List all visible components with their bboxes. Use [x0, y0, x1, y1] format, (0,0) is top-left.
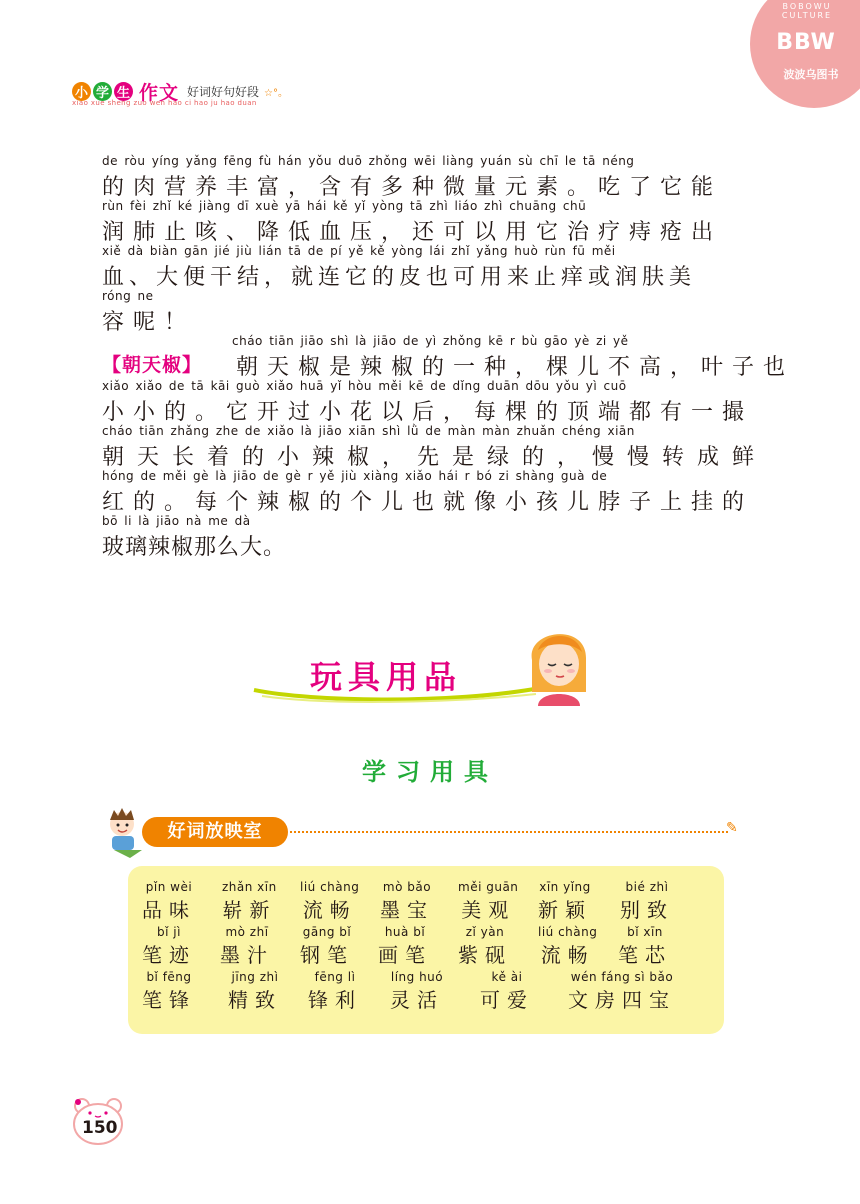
hanzi-line: 小小的。它开过小花以后，每棵的顶端都有一撮: [102, 400, 754, 425]
word-pinyin: pǐn wèi: [145, 880, 193, 894]
hanzi-line: 红的。每个辣椒的个儿也就像小孩儿脖子上挂的: [102, 490, 754, 515]
word-item: [228, 970, 282, 1013]
girl-illustration-icon: [524, 620, 594, 706]
word-item: [568, 970, 676, 1013]
word-item: [380, 880, 434, 923]
word-pinyin: xīn yǐng: [539, 880, 591, 894]
word-pinyin: bié zhì: [625, 880, 669, 894]
word-item: [142, 925, 196, 968]
word-pinyin: kě ài: [491, 970, 523, 984]
word-hanzi: 可爱: [480, 988, 534, 1012]
word-pinyin: wén fáng sì bǎo: [570, 970, 674, 984]
word-hanzi: 笔芯: [618, 943, 672, 967]
word-hanzi: 流畅: [540, 943, 595, 967]
word-item: [538, 880, 592, 923]
word-pinyin: mò zhī: [225, 925, 269, 939]
title-circle-char: 学: [93, 82, 112, 101]
good-words-banner: 好词放映室: [142, 817, 288, 847]
word-item: [480, 970, 534, 1013]
word-item: [142, 880, 196, 923]
word-item: [142, 970, 196, 1013]
header-title-sub: 好词好句好段: [187, 85, 260, 99]
word-hanzi: 笔锋: [142, 988, 196, 1012]
section-title: 玩具用品: [310, 658, 463, 696]
word-hanzi: 别致: [620, 898, 674, 922]
hanzi-line: 朝天长着的小辣椒，先是绿的，慢慢转成鲜: [102, 445, 768, 470]
title-circle-char: 生: [114, 82, 133, 101]
pinyin-line: xiǎo xiǎo de tā kāi guò xiǎo huā yǐ hòu měi kē de dǐng duān dōu yǒu yì cuō: [102, 379, 627, 393]
word-hanzi: 美观: [461, 898, 516, 922]
header-pinyin: xiao xue sheng zuo wen hao ci hao ju hao duan: [72, 99, 257, 107]
pinyin-line: bō li là jiāo nà me dà: [102, 514, 251, 528]
word-pinyin: měi guān: [458, 880, 519, 894]
word-pinyin: bǐ jì: [157, 925, 181, 939]
word-hanzi: 紫砚: [458, 943, 512, 967]
pinyin-line: hóng de měi gè là jiāo de gè r yě jiù xiàng xiǎo hái r bó zi shàng guà de: [102, 469, 608, 483]
section-subtitle: 学习用具: [362, 758, 498, 786]
title-circle-char: 小: [72, 82, 91, 101]
word-pinyin: fēng lì: [314, 970, 356, 984]
word-hanzi: 笔迹: [142, 943, 196, 967]
word-pinyin: gāng bǐ: [302, 925, 352, 939]
header-title-main: 作文: [139, 82, 180, 104]
word-hanzi: 锋利: [308, 988, 362, 1012]
word-pinyin: liú chàng: [300, 880, 360, 894]
word-pinyin: bǐ xīn: [627, 925, 663, 939]
logo-brand-text: BBW: [776, 30, 836, 55]
word-item: [458, 880, 518, 923]
word-hanzi: 文房四宝: [568, 988, 676, 1012]
word-hanzi: 流畅: [302, 898, 357, 922]
word-item: [378, 925, 432, 968]
pinyin-line: rùn fèi zhǐ ké jiàng dī xuè yā hái kě yǐ yòng tā zhì liáo zhì chuāng chū: [102, 199, 587, 213]
word-item: [458, 925, 512, 968]
star-decoration-icon: ☆°。: [264, 88, 288, 99]
word-pinyin: bǐ fēng: [146, 970, 192, 984]
hanzi-line: 润肺止咳、降低血压，还可以用它治疗痔疮出: [102, 220, 723, 245]
word-item: [300, 880, 359, 923]
logo-bottom-text: 波波乌图书: [783, 68, 839, 81]
word-pinyin: liú chàng: [538, 925, 598, 939]
dotted-divider: [290, 831, 728, 833]
word-hanzi: 精致: [228, 988, 282, 1012]
word-item: [538, 925, 597, 968]
word-hanzi: 墨汁: [220, 943, 274, 967]
word-item: [222, 880, 277, 923]
page-number: 150: [82, 1118, 118, 1138]
hanzi-line: 容呢！: [102, 310, 196, 335]
word-hanzi: 品味: [142, 898, 196, 922]
word-pinyin: zhǎn xīn: [222, 880, 277, 894]
word-pinyin: jīng zhì: [231, 970, 279, 984]
hanzi-line: 朝天椒是辣椒的一种，棵儿不高，叶子也: [236, 355, 795, 380]
publisher-logo: [750, 0, 860, 108]
word-item: [308, 970, 362, 1013]
pinyin-line: xiě dà biàn gān jié jiù lián tā de pí yě kě yòng lái zhǐ yǎng huò rùn fū měi: [102, 244, 616, 258]
word-hanzi: 画笔: [378, 943, 432, 967]
hanzi-line: 的肉营养丰富，含有多种微量元素。吃了它能: [102, 175, 723, 200]
pinyin-line: cháo tiān zhǎng zhe de xiǎo là jiāo xiān shì lǜ de màn màn zhuǎn chéng xiān: [102, 424, 635, 438]
pinyin-line: cháo tiān jiāo shì là jiāo de yì zhǒng kē r bù gāo yè zi yě: [232, 334, 629, 348]
word-hanzi: 新颖: [538, 898, 592, 922]
word-hanzi: 墨宝: [380, 898, 434, 922]
word-hanzi: 钢笔: [300, 943, 354, 967]
word-item: [618, 925, 672, 968]
word-hanzi: 灵活: [390, 988, 444, 1012]
pinyin-line: róng ne: [102, 289, 154, 303]
word-item: [300, 925, 354, 968]
term-label: 【朝天椒】: [102, 354, 203, 376]
word-pinyin: huà bǐ: [384, 925, 426, 939]
hanzi-line: 血、大便干结，就连它的皮也可用来止痒或润肤美: [102, 265, 697, 290]
word-pinyin: líng huó: [390, 970, 444, 984]
word-item: [620, 880, 674, 923]
good-words-box: [128, 866, 724, 1034]
word-item: [390, 970, 444, 1013]
word-hanzi: 崭新: [222, 898, 277, 922]
word-pinyin: mò bǎo: [382, 880, 432, 894]
word-pinyin: zǐ yàn: [465, 925, 505, 939]
pinyin-line: de ròu yíng yǎng fēng fù hán yǒu duō zhǒng wēi liàng yuán sù chī le tā néng: [102, 154, 635, 168]
word-item: [220, 925, 274, 968]
pencil-icon: ✎: [726, 820, 738, 836]
logo-top-text: BOBOWU CULTURE: [781, 2, 833, 20]
hanzi-line: 玻璃辣椒那么大。: [102, 535, 287, 560]
